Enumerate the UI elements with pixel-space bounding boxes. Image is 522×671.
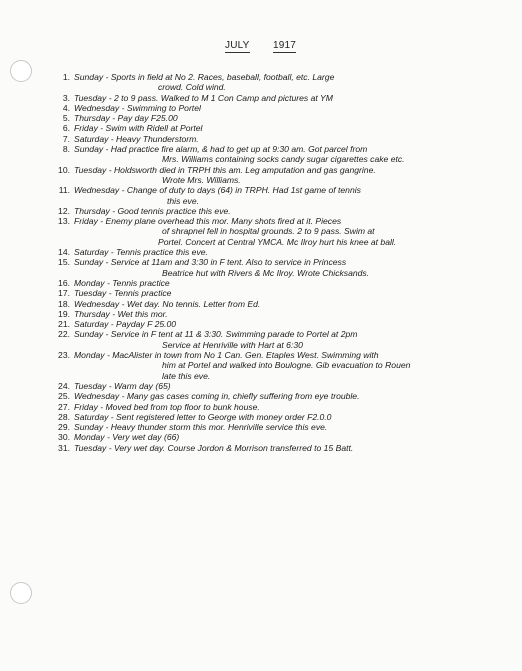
entry-number: 22.: [58, 329, 70, 340]
diary-entry: [56, 329, 496, 339]
entry-continuation: Beatrice hut with Rivers & Mc Ilroy. Wrote Chicksands.: [162, 267, 370, 278]
entry-text: Tuesday - Tennis practice: [74, 288, 172, 299]
entry-continuation: this eve.: [167, 195, 200, 206]
entry-number: 19.: [58, 308, 70, 319]
entry-text: Saturday - Tennis practice this eve.: [74, 247, 208, 258]
diary-entry: [56, 402, 496, 412]
entry-number: 17.: [58, 288, 70, 299]
entry-text: Sunday - Service at 11am and 3:30 in F tent. Also to service in Princess: [74, 257, 347, 268]
diary-entry: [56, 288, 496, 298]
entry-text: Tuesday - Warm day (65): [74, 380, 171, 391]
entry-text: Wednesday - Many gas cases coming in, chiefly suffering from eye trouble.: [74, 391, 360, 402]
diary-entry: [56, 278, 496, 288]
entry-text: Saturday - Payday F 25.00: [74, 319, 177, 330]
diary-entry: [56, 319, 496, 329]
diary-entry: [56, 299, 496, 309]
entry-continuation: Wrote Mrs. Williams.: [162, 174, 241, 185]
diary-entry: [56, 206, 496, 216]
diary-entry: [56, 412, 496, 422]
entry-number: 3.: [62, 92, 70, 103]
entry-text: Wednesday - Change of duty to days (64) in TRPH. Had 1st game of tennis: [74, 185, 361, 196]
entry-continuation: Service at Henriville with Hart at 6:30: [162, 339, 303, 350]
diary-entry: [56, 350, 496, 360]
entry-continuation: him at Portel and walked into Boulogne. Gib evacuation to Rouen: [162, 360, 411, 371]
entry-text: Thursday - Pay day F25.00: [74, 113, 178, 124]
entry-text: Friday - Enemy plane overhead this mor. Many shots fired at it. Pieces: [74, 216, 342, 227]
entry-number: 7.: [62, 133, 70, 144]
punch-hole-bottom: [10, 582, 32, 604]
entry-number: 29.: [58, 422, 70, 433]
entry-text: Sunday - Service in F tent at 11 & 3:30. Swimming parade to Portel at 2pm: [74, 329, 358, 340]
diary-entry: [56, 391, 496, 401]
diary-entry: [56, 381, 496, 391]
entry-number: 31.: [58, 442, 70, 453]
entry-number: 5.: [62, 113, 70, 124]
diary-entries: [56, 72, 496, 453]
entry-continuation: Mrs. Williams containing socks candy sugar cigarettes cake etc.: [162, 154, 405, 165]
entry-number: 13.: [58, 216, 70, 227]
entry-number: 24.: [58, 380, 70, 391]
diary-entry: [56, 144, 496, 154]
entry-text: Monday - MacAlister in town from No 1 Can. Gen. Etaples West. Swimming with: [74, 350, 379, 361]
entry-text: Sunday - Had practice fire alarm, & had to get up at 9:30 am. Got parcel from: [74, 144, 368, 155]
entry-text: Monday - Very wet day (66): [74, 432, 180, 443]
entry-number: 18.: [58, 298, 70, 309]
diary-entry: [56, 185, 496, 195]
entry-continuation: of shrapnel fell in hospital grounds. 2 to 9 pass. Swim at: [162, 226, 375, 237]
diary-entry: [56, 103, 496, 113]
diary-entry: [56, 257, 496, 267]
diary-entry: [56, 93, 496, 103]
diary-entry: [56, 247, 496, 257]
entry-number: 1.: [62, 72, 70, 82]
page-header: [0, 40, 522, 54]
entry-number: 4.: [62, 102, 70, 113]
entry-number: 21.: [58, 319, 70, 330]
entry-continuation: crowd. Cold wind.: [158, 82, 226, 93]
entry-number: 23.: [58, 350, 70, 361]
diary-entry: [56, 422, 496, 432]
entry-number: 6.: [62, 123, 70, 134]
entry-number: 10.: [58, 164, 70, 175]
header-month: JULY: [225, 40, 250, 51]
entry-text: Saturday - Heavy Thunderstorm.: [74, 133, 199, 144]
diary-entry: [56, 432, 496, 442]
entry-number: 8.: [62, 144, 70, 155]
diary-entry: [56, 216, 496, 226]
entry-text: Friday - Swim with Ridell at Portel: [74, 123, 203, 134]
entry-text: Saturday - Sent registered letter to George with money order F2.0.0: [74, 411, 332, 422]
entry-text: Wednesday - Wet day. No tennis. Letter from Ed.: [74, 298, 261, 309]
entry-text: Thursday - Good tennis practice this eve.: [74, 205, 231, 216]
entry-number: 12.: [58, 205, 70, 216]
entry-text: Tuesday - Very wet day. Course Jordon & Morrison transferred to 15 Batt.: [74, 442, 354, 453]
entry-number: 30.: [58, 432, 70, 443]
entry-continuation: Portel. Concert at Central YMCA. Mc Ilroy hurt his knee at ball.: [158, 236, 397, 247]
diary-entry: [56, 113, 496, 123]
entry-text: Tuesday - Holdsworth died in TRPH this am. Leg amputation and gas gangrine.: [74, 164, 376, 175]
punch-hole-top: [10, 60, 32, 82]
entry-continuation: late this eve.: [162, 370, 211, 381]
entry-text: Sunday - Sports in field at No 2. Races, baseball, football, etc. Large: [74, 72, 335, 82]
diary-entry: [56, 134, 496, 144]
diary-entry: [56, 309, 496, 319]
entry-text: Tuesday - 2 to 9 pass. Walked to M 1 Con Camp and pictures at YM: [74, 92, 333, 103]
entry-text: Monday - Tennis practice: [74, 277, 170, 288]
entry-number: 28.: [58, 411, 70, 422]
diary-entry: [56, 123, 496, 133]
header-year: 1917: [273, 40, 297, 51]
entry-number: 14.: [58, 247, 70, 258]
entry-number: 11.: [58, 185, 70, 196]
entry-number: 15.: [58, 257, 70, 268]
entry-text: Wednesday - Swimming to Portel: [74, 102, 201, 113]
entry-text: Sunday - Heavy thunder storm this mor. Henriville service this eve.: [74, 422, 328, 433]
entry-number: 16.: [58, 277, 70, 288]
entry-number: 25.: [58, 391, 70, 402]
entry-text: Friday - Moved bed from top floor to bunk house.: [74, 401, 260, 412]
entry-number: 27.: [58, 401, 70, 412]
diary-entry: [56, 443, 496, 453]
diary-entry: [56, 72, 496, 82]
diary-entry: [56, 165, 496, 175]
entry-text: Thursday - Wet this mor.: [74, 308, 168, 319]
